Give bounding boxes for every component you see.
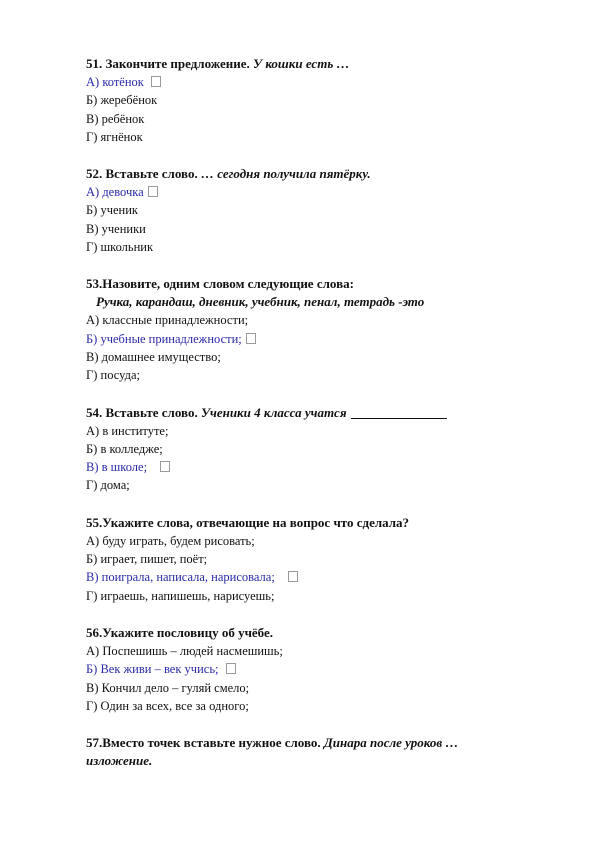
option-c[interactable]: В) поиграла, написала, нарисовала;	[86, 568, 556, 586]
option-a[interactable]: А) в институте;	[86, 423, 169, 438]
option-d[interactable]: Г) дома;	[86, 478, 130, 493]
question-subtitle: Ручка, карандаш, дневник, учебник, пенал, тетрадь -это	[96, 294, 425, 310]
option-a[interactable]: А) Поспешишь – людей насмешишь;	[86, 643, 283, 658]
option-b[interactable]: Б) жеребёнок	[86, 93, 158, 108]
question-title: 55.Укажите слова, отвечающие на вопрос что сделала?	[86, 514, 410, 530]
option-d[interactable]: Г) школьник	[86, 240, 154, 255]
question-title: 53.Назовите, одним словом следующие слова:	[86, 276, 354, 292]
answer-blank[interactable]	[351, 406, 447, 419]
test-page	[86, 55, 556, 789]
question-56	[86, 624, 556, 715]
option-b[interactable]: Б) Век живи – век учись;	[86, 660, 556, 678]
option-b[interactable]: Б) в колледже;	[86, 441, 163, 456]
question-53	[86, 275, 556, 384]
question-title: 52. Вставьте слово. … сегодня получила пятёрку.	[86, 166, 371, 182]
option-d[interactable]: Г) играешь, напишешь, нарисуешь;	[86, 588, 275, 603]
option-b[interactable]: Б) играет, пишет, поёт;	[86, 552, 208, 567]
option-d[interactable]: Г) Один за всех, все за одного;	[86, 698, 249, 713]
question-51	[86, 55, 556, 146]
question-title: 56.Укажите пословицу об учёбе.	[86, 624, 274, 640]
option-a[interactable]: А) классные принадлежности;	[86, 313, 249, 328]
option-d[interactable]: Г) ягнёнок	[86, 129, 143, 144]
question-55	[86, 514, 556, 605]
checkbox-icon[interactable]	[288, 571, 298, 582]
option-a[interactable]: А) котёнок	[86, 73, 556, 91]
option-b[interactable]: Б) учебные принадлежности;	[86, 330, 556, 348]
question-title: 54. Вставьте слово. Ученики 4 класса учатся	[86, 404, 556, 422]
checkbox-icon[interactable]	[148, 186, 158, 197]
option-c[interactable]: В) ученики	[86, 221, 146, 236]
option-c[interactable]: В) ребёнок	[86, 111, 145, 126]
option-c[interactable]: В) домашнее имущество;	[86, 349, 221, 364]
checkbox-icon[interactable]	[226, 663, 236, 674]
option-a[interactable]: А) девочка	[86, 183, 556, 201]
option-a[interactable]: А) буду играть, будем рисовать;	[86, 533, 255, 548]
checkbox-icon[interactable]	[246, 333, 256, 344]
option-c[interactable]: В) в школе;	[86, 458, 556, 476]
option-d[interactable]: Г) посуда;	[86, 368, 140, 383]
question-52	[86, 165, 556, 256]
option-b[interactable]: Б) ученик	[86, 203, 139, 218]
option-c[interactable]: В) Кончил дело – гуляй смело;	[86, 680, 250, 695]
checkbox-icon[interactable]	[151, 76, 161, 87]
question-title: 57.Вместо точек вставьте нужное слово. Динара после уроков … изложение.	[86, 735, 459, 769]
question-title: 51. Закончите предложение. У кошки есть …	[86, 56, 350, 71]
question-54	[86, 404, 556, 495]
checkbox-icon[interactable]	[160, 461, 170, 472]
question-57	[86, 734, 556, 770]
